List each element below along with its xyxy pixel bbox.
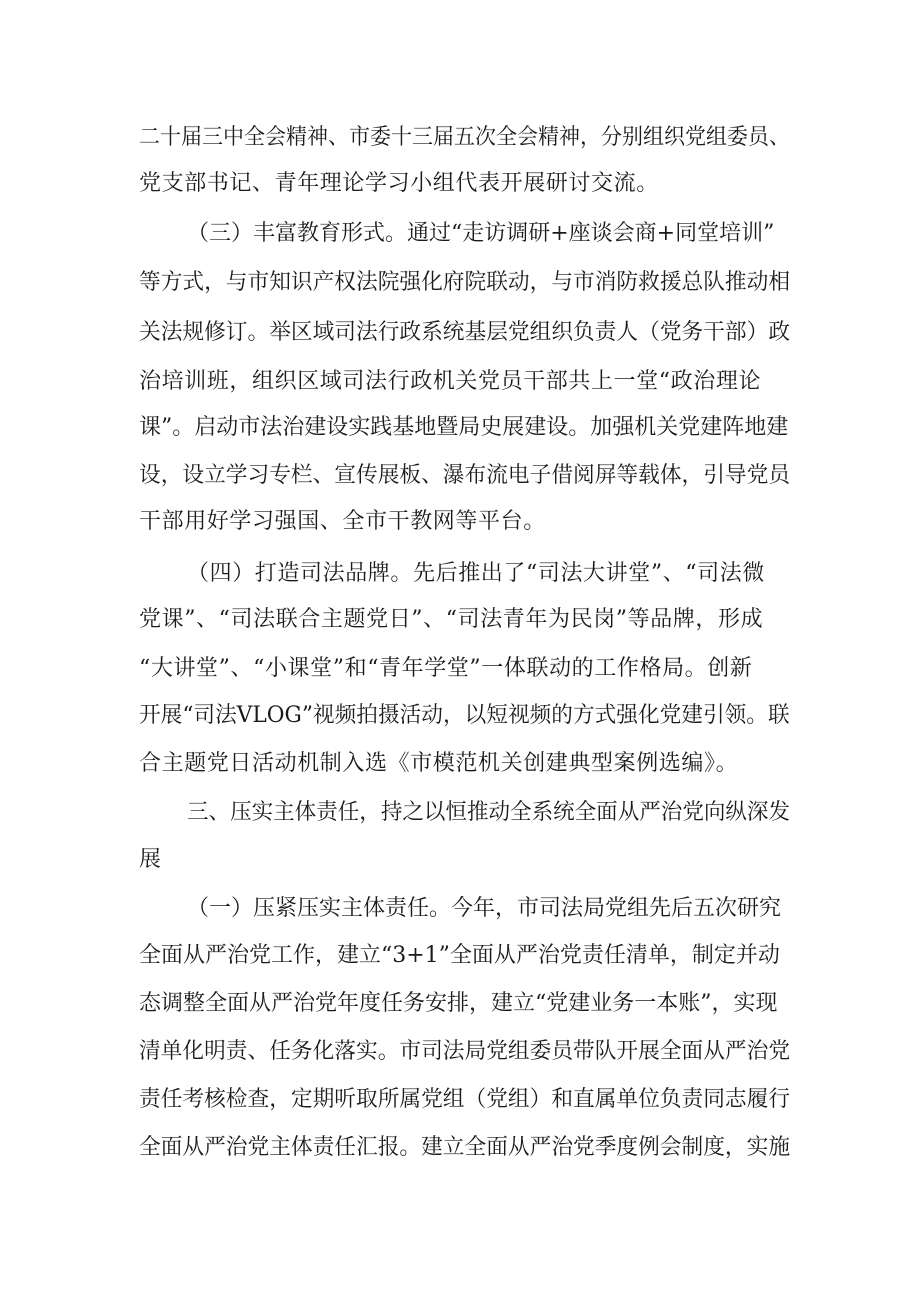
text-line-18: 全面从严治党工作，建立“3+1”全面从严治党责任清单，制定并动 xyxy=(139,943,780,968)
text-line-12: “大讲堂”、“小课堂”和“青年学堂”一体联动的工作格局。创新 xyxy=(139,656,753,681)
text-line-4: 等方式，与市知识产权法院强化府院联动，与市消防救援总队推动相 xyxy=(139,270,791,295)
text-line-1: 二十届三中全会精神、市委十三届五次全会精神，分别组织党组委员、 xyxy=(139,125,790,150)
text-line-20: 清单化明责、任务化落实。市司法局党组委员带队开展全面从严治党 xyxy=(139,1039,791,1064)
text-line-11: 党课”、“司法联合主题党日”、“司法青年为民岗”等品牌，形成 xyxy=(139,607,764,632)
text-line-13: 开展“司法VLOG”视频拍摄活动，以短视频的方式强化党建引领。联 xyxy=(139,703,790,728)
text-line-14: 合主题党日活动机制入选《市模范机关创建典型案例选编》。 xyxy=(139,751,739,776)
text-line-8: 设，设立学习专栏、宣传展板、瀑布流电子借阅屏等载体，引导党员 xyxy=(139,463,791,488)
text-line-5: 关法规修订。举区域司法行政系统基层党组织负责人（党务干部）政 xyxy=(139,320,791,345)
chapter-heading-3: 三、压实主体责任，持之以恒推动全系统全面从严治党向纵深发 xyxy=(187,800,791,825)
text-line-9: 干部用好学习强国、全市干教网等平台。 xyxy=(139,509,546,534)
text-line-2: 党支部书记、青年理论学习小组代表开展研讨交流。 xyxy=(139,171,659,196)
text-line-22: 全面从严治党主体责任汇报。建立全面从严治党季度例会制度，实施 xyxy=(139,1135,791,1160)
text-line-7: 课”。启动市法治建设实践基地暨局史展建设。加强机关党建阵地建 xyxy=(139,415,789,440)
section-heading-3: （三）丰富教育形式。通过“走访调研+座谈会商+同堂培训” xyxy=(187,221,775,246)
chapter-heading-3-cont: 展 xyxy=(139,847,162,872)
text-line-21: 责任考核检查，定期听取所属党组（党组）和直属单位负责同志履行 xyxy=(139,1087,791,1112)
text-line-6: 治培训班，组织区域司法行政机关党员干部共上一堂“政治理论 xyxy=(139,369,762,394)
text-line-19: 态调整全面从严治党年度任务安排，建立“党建业务一本账”，实现 xyxy=(139,991,778,1016)
section-heading-4: （四）打造司法品牌。先后推出了“司法大讲堂”、“司法微 xyxy=(187,561,765,586)
section-heading-1: （一）压紧压实主体责任。今年，市司法局党组先后五次研究 xyxy=(187,896,782,921)
